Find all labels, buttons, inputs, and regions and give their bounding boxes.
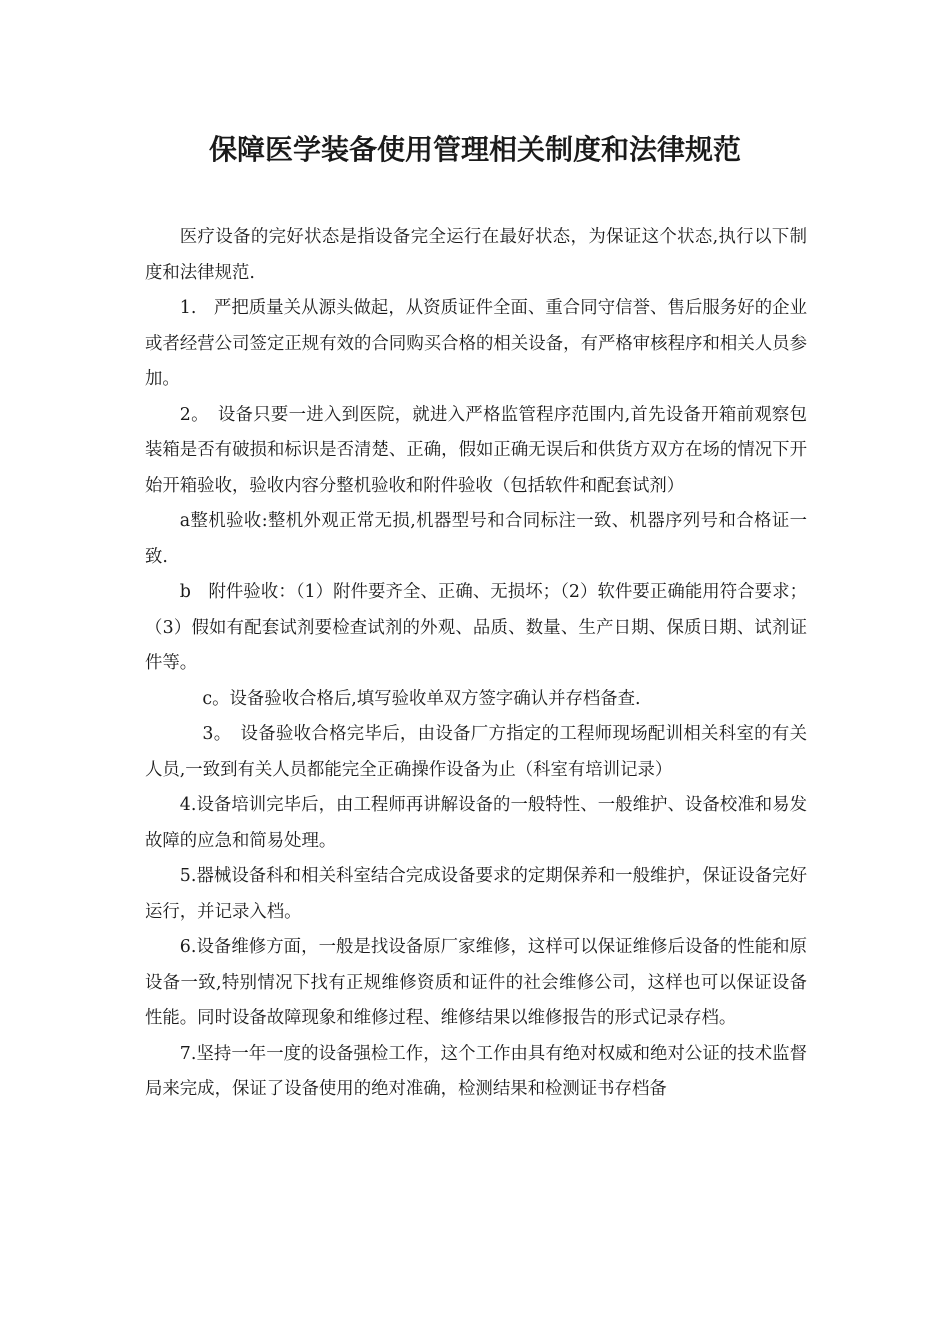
paragraph-item-7: 7.坚持一年一度的设备强检工作，这个工作由具有绝对权威和绝对公证的技术监督局来完成，保证了设备使用的绝对准确，检测结果和检测证书存档备 (145, 1043, 807, 1099)
paragraph-item-5: 5.器械设备科和相关科室结合完成设备要求的定期保养和一般维护，保证设备完好运行，并记录入档。 (145, 866, 807, 922)
paragraph-item-1: 1. 严把质量关从源头做起，从资质证件全面、重合同守信誉、售后服务好的企业或者经营公司签定正规有效的合同购买合格的相关设备，有严格审核程序和相关人员参加。 (145, 298, 807, 389)
paragraph-intro: 医疗设备的完好状态是指设备完全运行在最好状态，为保证这个状态,执行以下制度和法律规范. (145, 227, 807, 283)
paragraph-item-6: 6.设备维修方面，一般是找设备原厂家维修，这样可以保证维修后设备的性能和原设备一致,特别情况下找有正规维修资质和证件的社会维修公司，这样也可以保证设备性能。同时设备故障现象和维修过程、维修结果以维修报告的形式记录存档。 (145, 937, 807, 1028)
paragraph-item-3: 3。 设备验收合格完毕后，由设备厂方指定的工程师现场配训相关科室的有关人员,一致到有关人员都能完全正确操作设备为止（科室有培训记录） (145, 724, 807, 780)
paragraph-item-2: 2。 设备只要一进入到医院，就进入严格监管程序范围内,首先设备开箱前观察包装箱是否有破损和标识是否清楚、正确，假如正确无误后和供货方双方在场的情况下开始开箱验收，验收内容分整机验收和附件验收（包括软件和配套试剂） (145, 404, 807, 496)
paragraph-item-2a: a整机验收:整机外观正常无损,机器型号和合同标注一致、机器序列号和合格证一致. (145, 511, 807, 567)
document-body (145, 220, 807, 1108)
paragraph-item-2b: b 附件验收：（1）附件要齐全、正确、无损坏；（2）软件要正确能用符合要求；（3）假如有配套试剂要检查试剂的外观、品质、数量、生产日期、保质日期、试剂证件等。 (145, 582, 807, 673)
paragraph-item-2c: c。设备验收合格后,填写验收单双方签字确认并存档备查. (202, 688, 641, 709)
paragraph-item-4: 4.设备培训完毕后，由工程师再讲解设备的一般特性、一般维护、设备校准和易发故障的应急和简易处理。 (145, 795, 807, 851)
document-title: 保障医学装备使用管理相关制度和法律规范 (208, 133, 741, 166)
